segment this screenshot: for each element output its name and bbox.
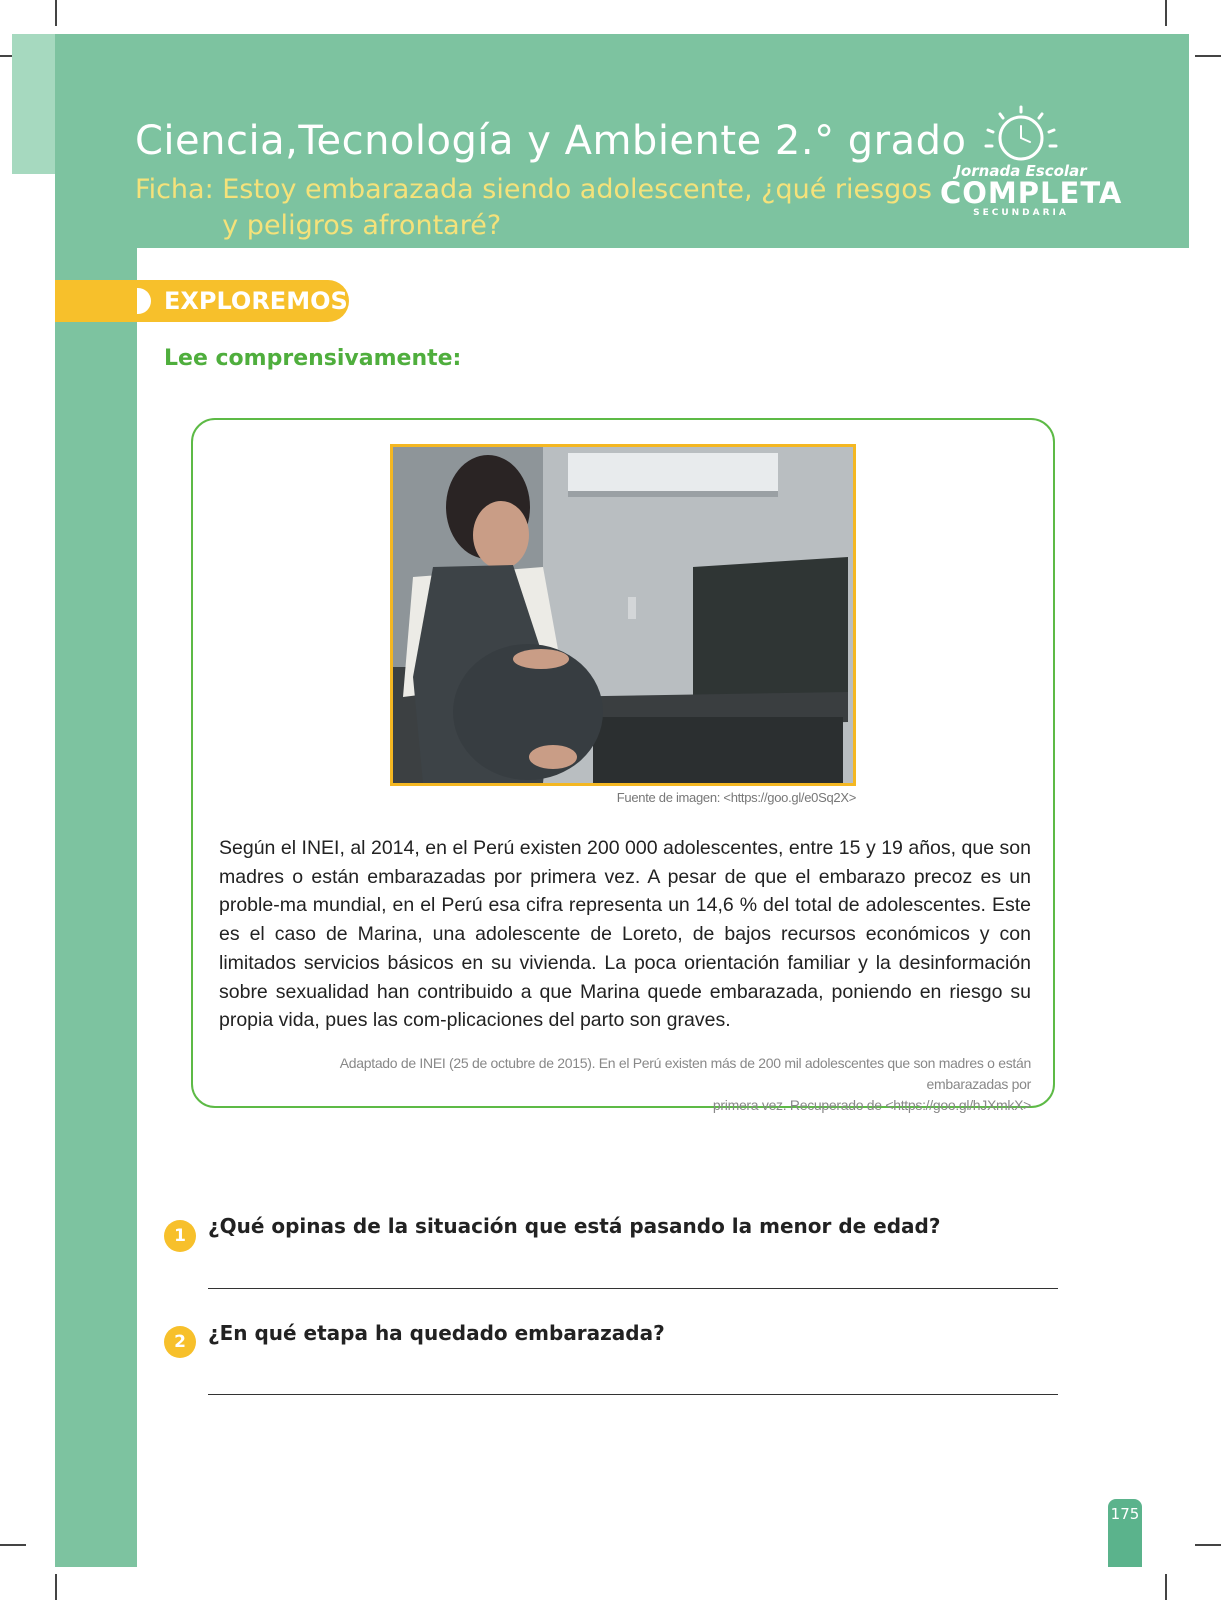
question-2-text: ¿En qué etapa ha quedado embarazada? (208, 1321, 665, 1345)
crop-mark (0, 1544, 26, 1546)
crop-mark (1165, 0, 1167, 26)
source-line-1: Adaptado de INEI (25 de octubre de 2015). En el Perú existen más de 200 mil adolescentes que son madres o están embarazadas por (339, 1055, 1031, 1092)
page-number: 175 (1108, 1499, 1142, 1567)
left-edge-tab (12, 34, 55, 174)
clock-sun-icon (940, 104, 1102, 164)
subtitle-text: Estoy embarazada siendo adolescente, ¿qué riesgos y peligros afrontaré? (222, 174, 932, 241)
jornada-escolar-logo (940, 104, 1123, 224)
worksheet-subtitle (135, 172, 935, 244)
page-title: Ciencia,Tecnología y Ambiente 2.° grado (135, 118, 967, 164)
section-heading: EXPLOREMOS (164, 287, 348, 315)
crop-mark (55, 1574, 57, 1600)
question-1-answer-line[interactable] (208, 1288, 1058, 1289)
question-2-number-badge: 2 (164, 1326, 196, 1358)
logo-line-secundaria: SECUNDARIA (973, 208, 1069, 218)
question-1-text: ¿Qué opinas de la situación que está pasando la menor de edad? (208, 1214, 941, 1238)
logo-line-jornada: Jornada Escolar (955, 162, 1087, 180)
subtitle-label: Ficha: (135, 174, 223, 205)
logo-line-completa: COMPLETA (940, 176, 1123, 210)
question-1-number-badge: 1 (164, 1220, 196, 1252)
story-source-citation (290, 1053, 1031, 1116)
story-paragraph: Según el INEI, al 2014, en el Perú existen 200 000 adolescentes, entre 15 y 19 años, que son madres o están embarazadas por primera vez. A pesar de que el embarazo precoz es un proble-ma mundial, en el Perú esa cifra representa un 14,6 % del total de adolescentes. Este es el caso de Marina, una adolescente de Loreto, de bajos recursos económicos y con limitados servicios básicos en su vivienda. La poca orientación familiar y la desinformación sobre sexualidad han contribuido a que Marina quede embarazada, poniendo en riesgo su propia vida, pues las com-plicaciones del parto son graves. (219, 837, 1031, 1032)
crop-mark (1195, 1544, 1221, 1546)
side-band (55, 34, 137, 1567)
crop-mark (1195, 55, 1221, 57)
crop-mark (1165, 1574, 1167, 1600)
reading-instruction: Lee comprensivamente: (164, 346, 462, 371)
photo-credit: Fuente de imagen: <https://goo.gl/e0Sq2X> (616, 790, 856, 805)
crop-mark (55, 0, 57, 26)
pregnant-student-photo (390, 444, 856, 786)
question-2-answer-line[interactable] (208, 1394, 1058, 1395)
source-line-2: primera vez. Recuperado de <https://goo.gl/hJXmkX> (712, 1097, 1031, 1113)
